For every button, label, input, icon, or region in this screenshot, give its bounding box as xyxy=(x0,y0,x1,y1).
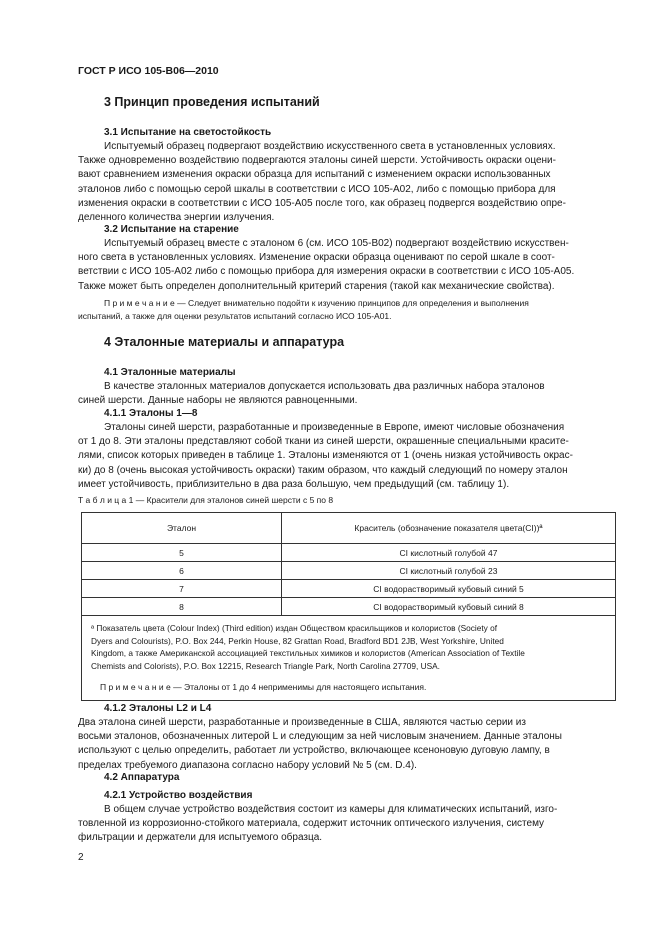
text-line: деленного количества энергии излучения. xyxy=(78,212,275,224)
text-line: имеет устойчивость, приблизительно в два раза большую, чем предыдущий (см. таблицу 1). xyxy=(78,478,510,490)
text-line: Эталоны синей шерсти, разработанные и произведенные в Европе, имеют числовые обозначения xyxy=(104,422,565,433)
text-line: Два эталона синей шерсти, разработанные и произведенные в США, являются частью серии из xyxy=(78,717,526,728)
text-line: вают сравнением изменения окраски образца для испытаний с изменением окраски использованных xyxy=(78,169,551,181)
text-line: Kingdom, а также Американской ассоциацией текстильных химиков и колористов (American Association of Textile xyxy=(91,648,525,658)
table-caption: Т а б л и ц а 1 — Красители для эталонов синей шерсти с 5 по 8 xyxy=(78,495,334,505)
table-footnote xyxy=(82,616,616,701)
section-3-2-text xyxy=(78,237,614,294)
table-cell: CI кислотный голубой 47 xyxy=(282,544,616,562)
text-line: Испытуемый образец вместе с эталоном 6 (см. ИСО 105-B02) подвергают воздействию искусствен- xyxy=(104,238,569,249)
section-3-2-title: 3.2 Испытание на старение xyxy=(104,224,239,235)
dye-table xyxy=(81,512,616,701)
table-cell: 8 xyxy=(82,598,282,616)
text-line: лями, список которых приведен в таблице 1. Эталоны изменяются от 1 (очень низкая устойчивость окрас- xyxy=(78,450,573,462)
section-4-1-text xyxy=(78,380,614,408)
table-row xyxy=(82,562,616,580)
table-row xyxy=(82,544,616,562)
text-line: синей шерсти. Данные наборы не являются равноценными. xyxy=(78,395,358,407)
section-3-note xyxy=(78,297,614,323)
section-4-1-2-title: 4.1.2 Эталоны L2 и L4 xyxy=(104,703,212,714)
text-line: используют с целью определить, работает ли устройство, включающее ксеноновую дуговую лампу, в xyxy=(78,745,550,757)
table-cell: 6 xyxy=(82,562,282,580)
section-4-2-title: 4.2 Аппаратура xyxy=(104,772,180,783)
text-line: эталонов либо с помощью серой шкалы в соответствии с ИСО 105-A02, либо с помощью прибора для xyxy=(78,183,556,195)
section-3-1-text xyxy=(78,140,614,225)
table-cell: CI водорастворимый кубовый синий 8 xyxy=(282,598,616,616)
text-line: изменения окраски в соответствии с ИСО 105-A05 после того, как образец подвергся воздействию опре- xyxy=(78,197,566,209)
table-header-dye: Краситель (обозначение показателя цвета(CI))ª xyxy=(282,513,616,544)
text-line: ª Показатель цвета (Colour Index) (Third edition) издан Обществом красильщиков и колористов (Society of xyxy=(91,623,498,633)
text-line: Также одновременно воздействию подвергаются эталоны синей шерсти. Устойчивость окраски оцени- xyxy=(78,155,556,167)
text-line: ветствии с ИСО 105-A02 либо с помощью прибора для измерения окраски в соответствии с ИСО 105-A05. xyxy=(78,266,575,278)
text-line: ного света в установленных условиях. Изменение окраски образца оценивают по серой шкале в соот- xyxy=(78,252,555,264)
page-number: 2 xyxy=(78,852,84,863)
text-line: В качестве эталонных материалов допускается использовать два различных набора эталонов xyxy=(104,381,545,392)
section-4-title: 4 Эталонные материалы и аппаратура xyxy=(104,335,345,349)
text-line: испытаний, а также для оценки результатов испытаний согласно ИСО 105-A01. xyxy=(78,311,392,321)
text-line: В общем случае устройство воздействия состоит из камеры для климатических испытаний, изго- xyxy=(104,804,558,815)
table-row xyxy=(82,580,616,598)
section-4-1-title: 4.1 Эталонные материалы xyxy=(104,367,236,378)
text-line: Также может быть определен дополнительный критерий старения (такой как механические свойства). xyxy=(78,280,555,292)
table-cell: CI водорастворимый кубовый синий 5 xyxy=(282,580,616,598)
text-line: восьми эталонов, обозначенных литерой L и следующим за ней числовым значением. Данные эталоны xyxy=(78,731,562,743)
section-4-1-2-text xyxy=(78,716,614,773)
table-cell: CI кислотный голубой 23 xyxy=(282,562,616,580)
text-line: товленной из коррозионно-стойкого материала, содержит источник оптического излучения, систему xyxy=(78,818,545,830)
section-3-title: 3 Принцип проведения испытаний xyxy=(104,95,320,109)
table-cell: 7 xyxy=(82,580,282,598)
text-line: фильтрации и держатели для испытуемого образца. xyxy=(78,832,323,844)
section-4-2-1-title: 4.2.1 Устройство воздействия xyxy=(104,790,253,801)
table-header-standard: Эталон xyxy=(82,513,282,544)
text-line: Dyers and Colourists), P.O. Box 244, Perkin House, 82 Grattan Road, Bradford BD1 2JB, West Yorkshire, United xyxy=(91,635,504,646)
table-cell: 5 xyxy=(82,544,282,562)
text-line: ки) до 8 (очень высокая устойчивость окраски) таким образом, что каждый следующий по номеру эталон xyxy=(78,464,568,476)
section-4-1-1-title: 4.1.1 Эталоны 1—8 xyxy=(104,408,198,419)
section-3-1-title: 3.1 Испытание на светостойкость xyxy=(104,127,272,138)
text-line: П р и м е ч а н и е — Следует внимательно подойти к изучению принципов для определения и выполнения xyxy=(104,298,529,308)
text-line: Испытуемый образец подвергают воздействию искусственного света в установленных условиях. xyxy=(104,141,556,152)
text-line: Chemists and Colorists), P.O. Box 12215, Research Triangle Park, North Carolina 27709, USA. xyxy=(91,660,440,671)
table-row xyxy=(82,598,616,616)
table-note: П р и м е ч а н и е — Эталоны от 1 до 4 неприменимы для настоящего испытания. xyxy=(100,682,427,692)
text-line: от 1 до 8. Эти эталоны представляют собой ткани из синей шерсти, окрашенные специальными красите- xyxy=(78,436,569,448)
section-4-1-1-text xyxy=(78,421,614,492)
section-4-2-1-text xyxy=(78,803,614,846)
text-line: пределах требуемого диапазона согласно набору условий № 5 (см. D.4). xyxy=(78,759,417,771)
document-header: ГОСТ Р ИСО 105-B06—2010 xyxy=(78,65,219,77)
